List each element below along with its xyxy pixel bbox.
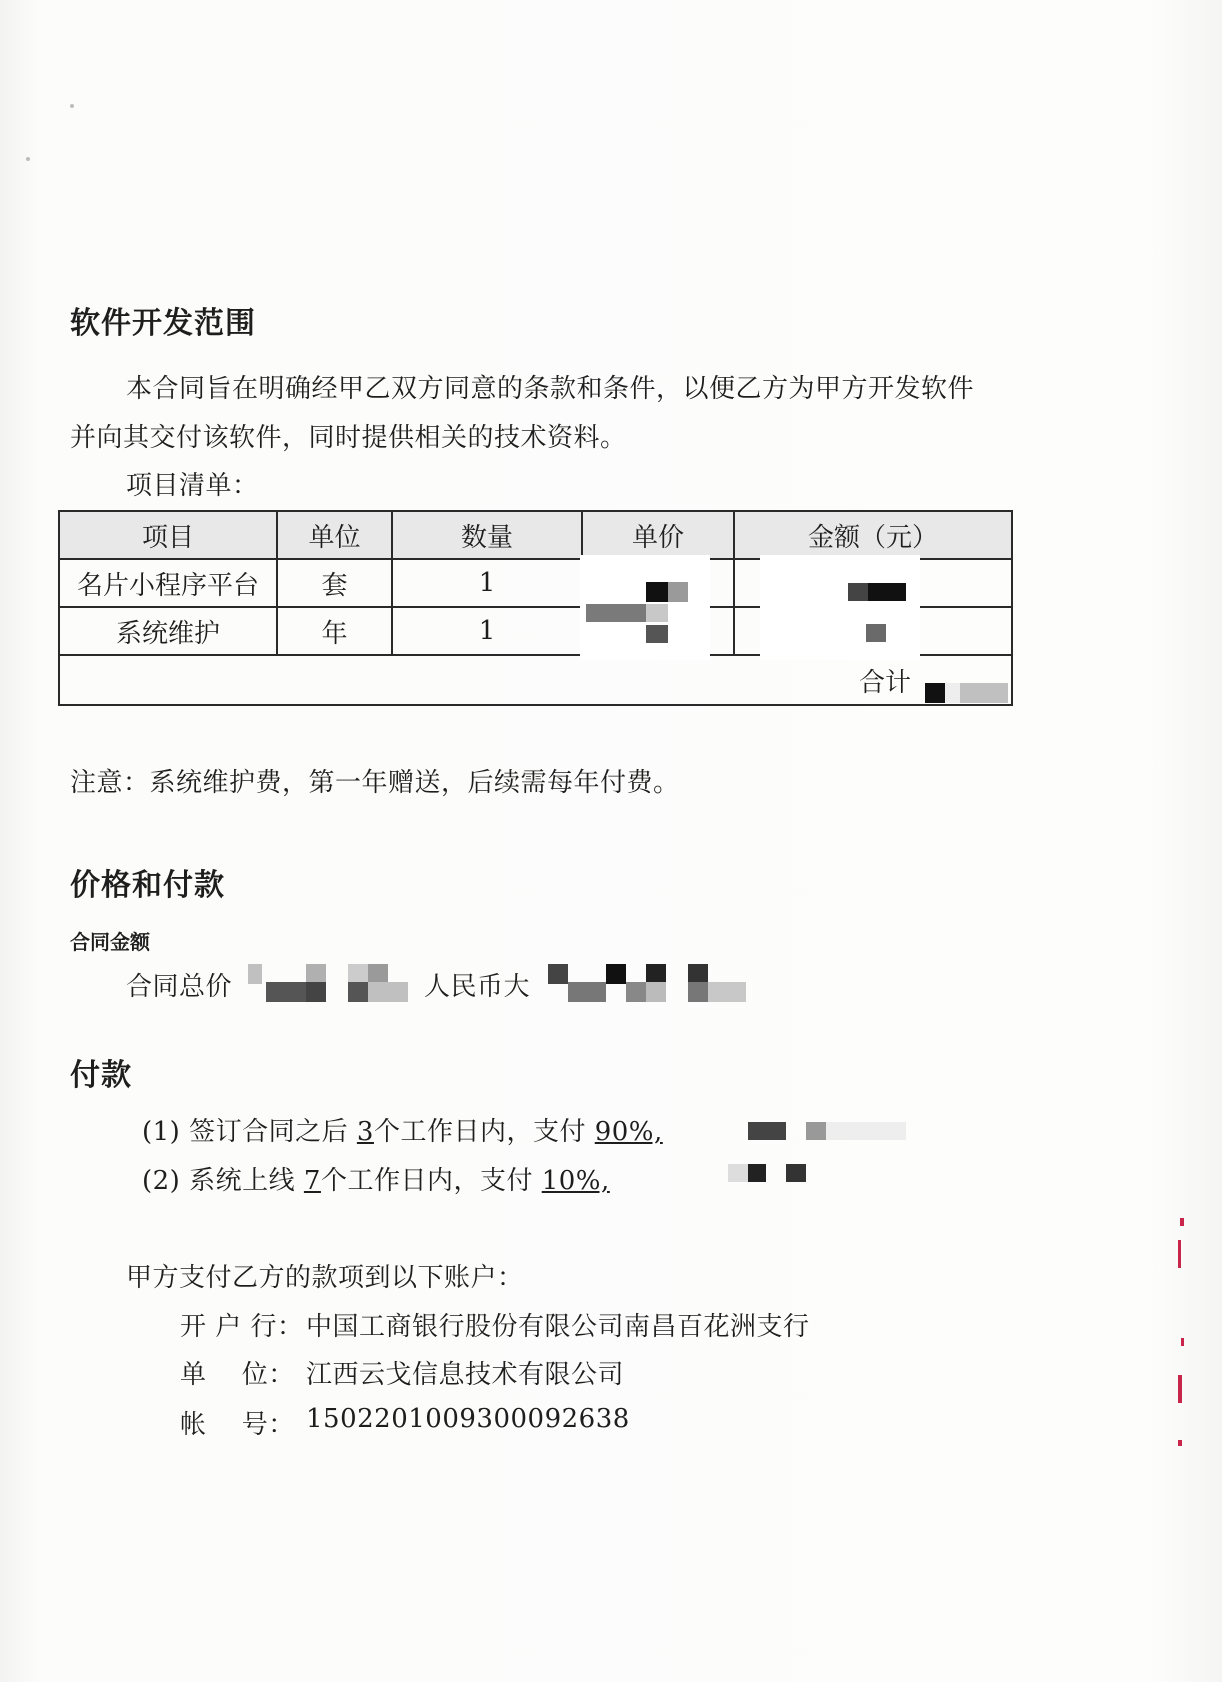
redaction-mosaic [646,964,666,984]
payment-item-1-mid: 个工作日内，支付 [373,1117,586,1147]
item-list-label: 项目清单： [126,471,259,501]
redaction-mosaic [748,1122,786,1140]
redaction-mosaic [960,683,1008,703]
redaction-mosaic [728,1164,748,1182]
account-number-value: 1502201009300092638 [306,1404,630,1434]
unit-value: 江西云戈信息技术有限公司 [306,1360,625,1390]
total-price-prefix: 合同总价 [126,972,233,1002]
section-title-payment: 付款 [70,1058,132,1093]
seal-fragment [1180,1218,1184,1226]
redaction-mosaic [925,683,945,703]
cell-item: 名片小程序平台 [59,559,277,607]
cell-item: 系统维护 [59,607,277,655]
payment-item-2-num: (2) [142,1166,181,1196]
cell-qty: 1 [392,607,582,655]
redaction-mosaic [748,1164,766,1182]
speck [26,157,30,161]
seal-fragment [1181,1338,1184,1346]
redaction-mosaic [348,982,368,1002]
redaction-mosaic [306,964,326,982]
redaction-mosaic [368,964,388,982]
redaction-mosaic [586,604,646,622]
redaction-mosaic [368,982,408,1002]
payment-item-2 [142,1160,610,1197]
redaction-whiteout [760,555,920,660]
redaction-mosaic [548,964,568,984]
redaction-mosaic [868,583,906,601]
bank-value: 中国工商银行股份有限公司南昌百花洲支行 [306,1312,810,1342]
payment-item-2-pre: 系统上线 [189,1166,296,1196]
payment-item-2-days: 7 [303,1166,321,1196]
header-cell: 单价 [582,511,734,559]
table-header-row [59,511,1012,559]
section-title-scope: 软件开发范围 [70,306,256,341]
redaction-mosaic [688,982,708,1002]
seal-fragment [1178,1375,1182,1403]
redaction-mosaic [266,982,306,1002]
bank-label: 开 户 行： [180,1312,304,1342]
section-title-price: 价格和付款 [70,868,225,903]
redaction-mosaic [646,625,668,643]
redaction-mosaic [866,624,886,642]
account-number-label: 帐 号： [180,1410,295,1440]
cell-unit: 年 [277,607,392,655]
header-cell: 单位 [277,511,392,559]
redaction-mosaic [806,1122,826,1140]
cell-unit: 套 [277,559,392,607]
rmb-prefix: 人民币大 [424,972,531,1002]
header-cell: 项目 [59,511,277,559]
redaction-mosaic [708,982,746,1002]
redaction-mosaic [626,982,646,1002]
cell-qty: 1 [392,559,582,607]
redaction-mosaic [646,582,668,602]
redaction-mosaic [786,1164,806,1182]
total-label: 合计 [858,667,911,698]
redaction-mosaic [688,964,708,984]
account-intro: 甲方支付乙方的款项到以下账户： [126,1263,524,1293]
redaction-mosaic [646,604,668,622]
scope-paragraph-line1: 本合同旨在明确经甲乙双方同意的条款和条件，以便乙方为甲方开发软件 [126,374,975,404]
total-cell [59,655,1012,705]
redaction-mosaic [848,583,868,601]
seal-fragment [1178,1440,1182,1446]
redaction-mosaic [945,683,960,703]
payment-item-1-days: 3 [356,1117,374,1147]
payment-item-1-percent: 90%, [594,1117,663,1147]
unit-label: 单 位： [180,1360,295,1390]
speck [70,104,74,108]
redaction-mosaic [348,964,368,982]
payment-item-1 [142,1111,663,1148]
header-cell: 数量 [392,511,582,559]
redaction-mosaic [248,964,262,984]
contract-amount-label: 合同金额 [70,930,150,954]
redaction-mosaic [306,982,326,1002]
payment-item-1-num: (1) [142,1117,181,1147]
redaction-mosaic [646,982,666,1002]
redaction-mosaic [826,1122,906,1140]
seal-fragment [1178,1240,1181,1268]
maintenance-note: 注意：系统维护费，第一年赠送，后续需每年付费。 [70,768,680,798]
scope-paragraph-line2: 并向其交付该软件，同时提供相关的技术资料。 [70,423,627,453]
header-cell: 金额（元） [734,511,1012,559]
payment-item-2-percent: 10%, [541,1166,610,1196]
redaction-mosaic [568,982,606,1002]
redaction-mosaic [606,964,626,984]
table-total-row [59,655,1012,705]
payment-item-2-mid: 个工作日内，支付 [320,1166,533,1196]
redaction-mosaic [668,582,688,602]
payment-item-1-pre: 签订合同之后 [189,1117,349,1147]
